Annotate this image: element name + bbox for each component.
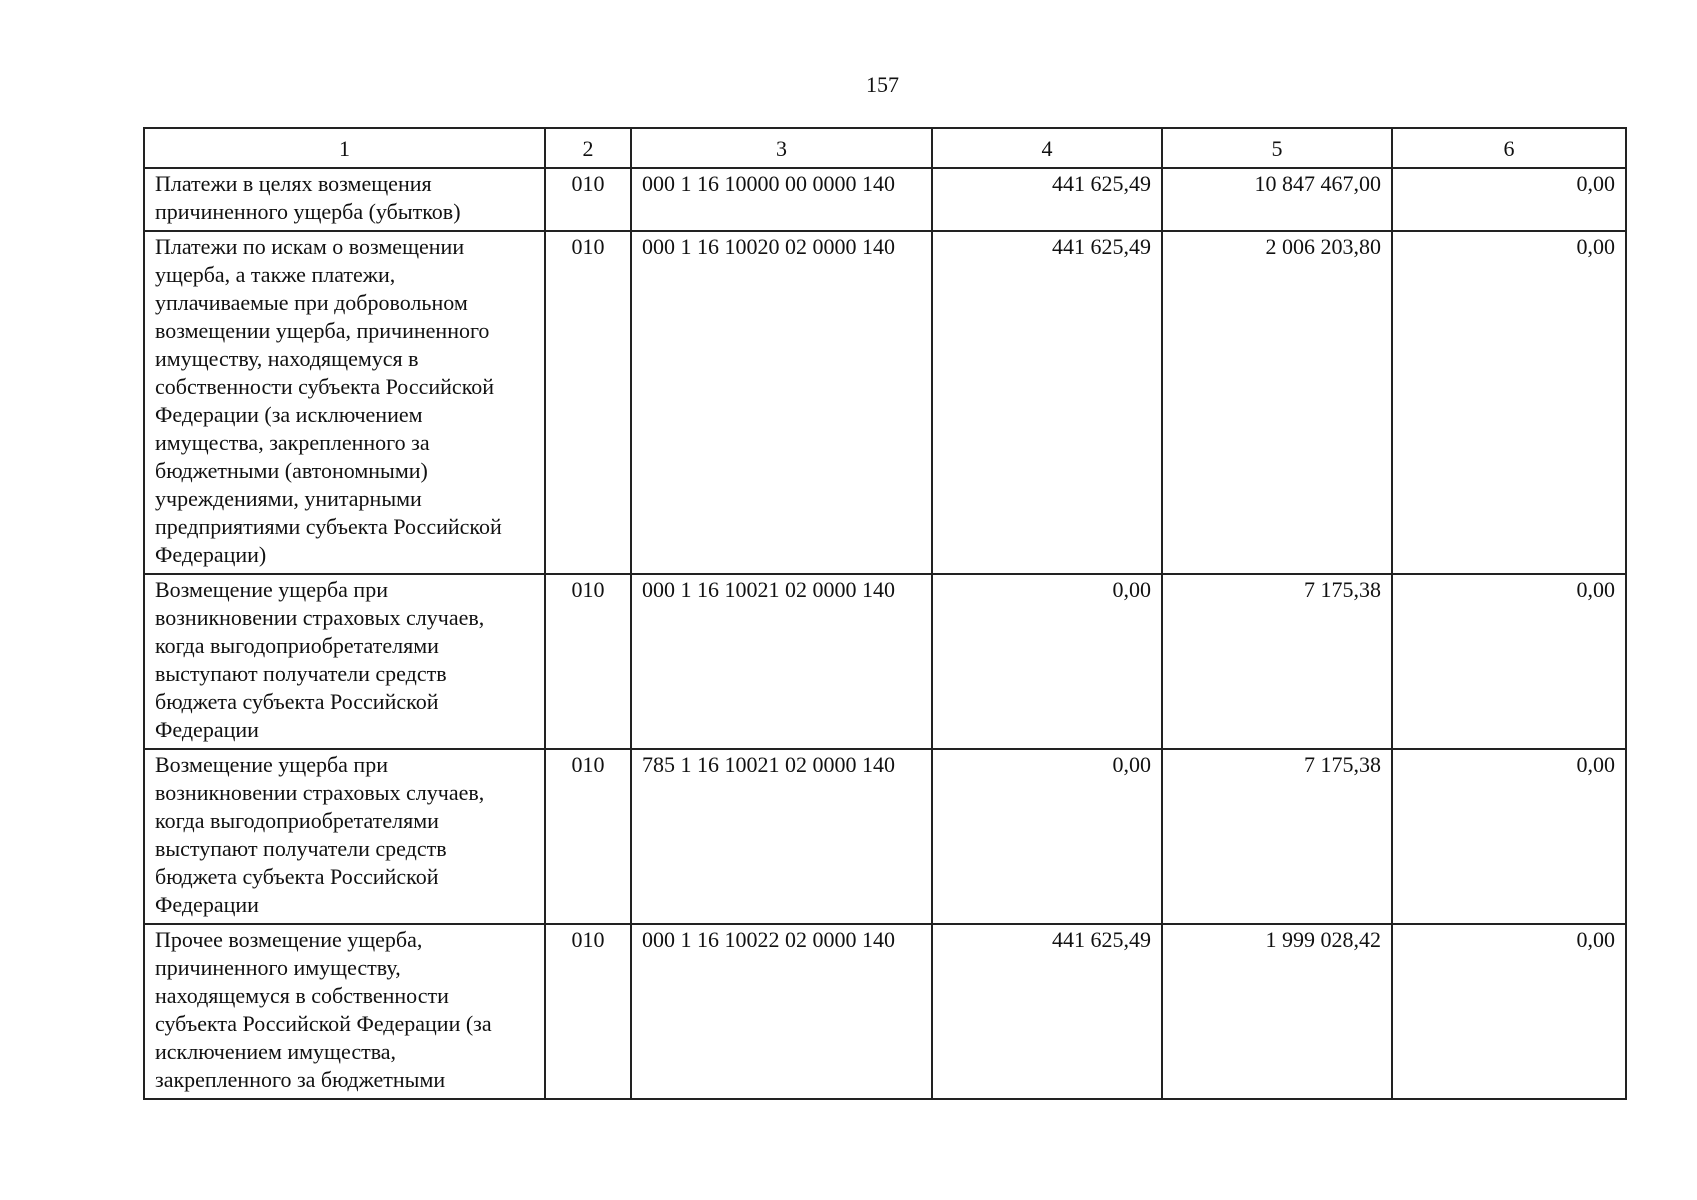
row-col6-cell: 0,00 [1392,574,1626,749]
table-row [144,168,1626,231]
table-row [144,924,1626,1099]
row-budget-code-cell: 000 1 16 10021 02 0000 140 [631,574,932,749]
column-header-6: 6 [1392,128,1626,168]
row-col4-cell: 0,00 [932,574,1162,749]
row-line-code-cell: 010 [545,924,631,1099]
row-line-code-cell: 010 [545,574,631,749]
row-name-cell: Прочее возмещение ущерба, причиненного имуществу, находящемуся в собственности субъекта Российской Федерации (за исключением имущества, закрепленного за бюджетными [144,924,545,1099]
row-budget-code-cell: 000 1 16 10022 02 0000 140 [631,924,932,1099]
row-col5-cell: 2 006 203,80 [1162,231,1392,574]
row-col6-cell: 0,00 [1392,231,1626,574]
column-header-3: 3 [631,128,932,168]
row-budget-code-cell: 000 1 16 10020 02 0000 140 [631,231,932,574]
table-row [144,231,1626,574]
row-col6-cell: 0,00 [1392,168,1626,231]
row-col6-cell: 0,00 [1392,749,1626,924]
row-line-code-cell: 010 [545,749,631,924]
row-budget-code-cell: 785 1 16 10021 02 0000 140 [631,749,932,924]
row-budget-code-cell: 000 1 16 10000 00 0000 140 [631,168,932,231]
row-col4-cell: 441 625,49 [932,168,1162,231]
row-name-cell: Платежи по искам о возмещении ущерба, а также платежи, уплачиваемые при добровольном возмещении ущерба, причиненного имуществу, находящемуся в собственности субъекта Российской Федерации (за исключением имущества, закрепленного за бюджетными (автономными) учреждениями, унитарными предприятиями субъекта Российской Федерации) [144,231,545,574]
row-col5-cell: 7 175,38 [1162,749,1392,924]
row-col4-cell: 0,00 [932,749,1162,924]
row-col5-cell: 1 999 028,42 [1162,924,1392,1099]
row-name-cell: Возмещение ущерба при возникновении страховых случаев, когда выгодоприобретателями выступают получатели средств бюджета субъекта Российской Федерации [144,574,545,749]
row-col4-cell: 441 625,49 [932,231,1162,574]
column-header-5: 5 [1162,128,1392,168]
budget-table [143,127,1627,1100]
row-name-cell: Платежи в целях возмещения причиненного ущерба (убытков) [144,168,545,231]
table-row [144,574,1626,749]
table-row [144,749,1626,924]
row-line-code-cell: 010 [545,168,631,231]
column-header-4: 4 [932,128,1162,168]
row-line-code-cell: 010 [545,231,631,574]
column-header-2: 2 [545,128,631,168]
row-col5-cell: 10 847 467,00 [1162,168,1392,231]
table-header-row [144,128,1626,168]
column-header-1: 1 [144,128,545,168]
page-number: 157 [866,72,899,97]
row-col6-cell: 0,00 [1392,924,1626,1099]
row-col5-cell: 7 175,38 [1162,574,1392,749]
row-name-cell: Возмещение ущерба при возникновении страховых случаев, когда выгодоприобретателями выступают получатели средств бюджета субъекта Российской Федерации [144,749,545,924]
row-col4-cell: 441 625,49 [932,924,1162,1099]
